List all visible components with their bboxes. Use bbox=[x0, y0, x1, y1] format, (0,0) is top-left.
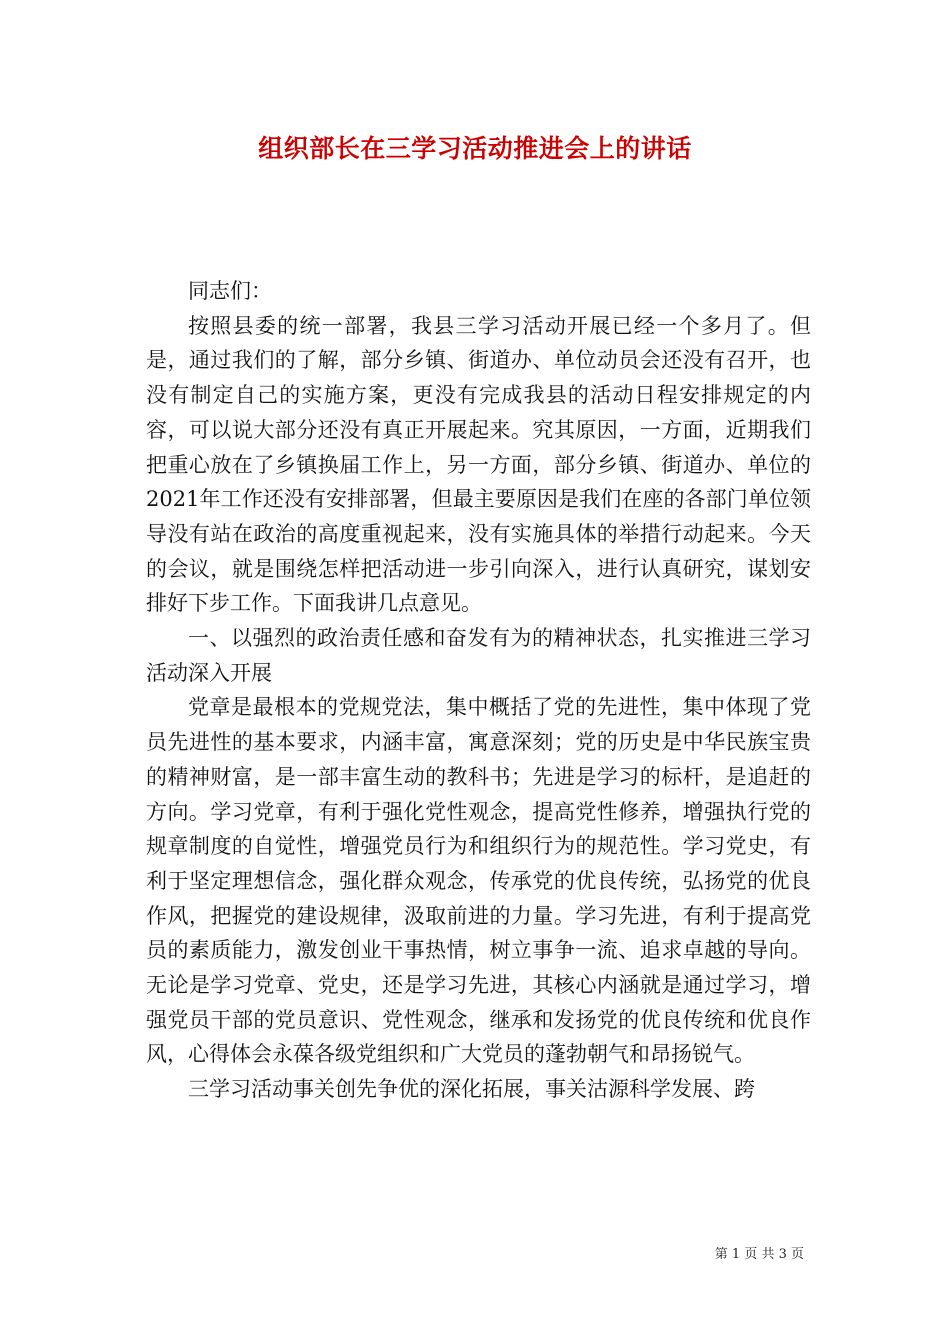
intro-paragraph: 按照县委的统一部署，我县三学习活动开展已经一个多月了。但是，通过我们的了解，部分乡镇、街道办、单位动员会还没有召开，也没有制定自己的实施方案，更没有完成我县的活动日程安排规定的内容，可以说大部分还没有真正开展起来。究其原因，一方面，近期我们把重心放在了乡镇换届工作上，另一方面，部分乡镇、街道办、单位的2021年工作还没有安排部署，但最主要原因是我们在座的各部门单位领导没有站在政治的高度重视起来，没有实施具体的举措行动起来。今天的会议，就是围绕怎样把活动进一步引向深入，进行认真研究，谋划安排好下步工作。下面我讲几点意见。 bbox=[146, 313, 811, 616]
body-paragraph-continued: 三学习活动事关创先争优的深化拓展，事关沽源科学发展、跨 bbox=[188, 1077, 755, 1102]
document-title: 组织部长在三学习活动推进会上的讲话 bbox=[258, 134, 692, 163]
document-body bbox=[146, 274, 811, 1107]
body-paragraph: 党章是最根本的党规党法，集中概括了党的先进性，集中体现了党员先进性的基本要求，内涵丰富，寓意深刻；党的历史是中华民族宝贵的精神财富，是一部丰富生动的教科书；先进是学习的标杆，是追赶的方向。学习党章，有利于强化党性观念，提高党性修养，增强执行党的规章制度的自觉性，增强党员行为和组织行为的规范性。学习党史，有利于坚定理想信念，强化群众观念，传承党的优良传统，弘扬党的优良作风，把握党的建设规律，汲取前进的力量。学习先进，有利于提高党员的素质能力，激发创业干事热情，树立事争一流、追求卓越的导向。无论是学习党章、党史，还是学习先进，其核心内涵就是通过学习，增强党员干部的党员意识、党性观念，继承和发扬党的优良传统和优良作风，心得体会永葆各级党组织和广大党员的蓬勃朝气和昂扬锐气。 bbox=[146, 695, 811, 1067]
section-heading-paragraph: 一、以强烈的政治责任感和奋发有为的精神状态，扎实推进三学习活动深入开展 bbox=[146, 626, 811, 685]
salutation-paragraph: 同志们： bbox=[188, 279, 272, 303]
page-number-footer: 第 1 页 共 3 页 bbox=[714, 1247, 804, 1262]
